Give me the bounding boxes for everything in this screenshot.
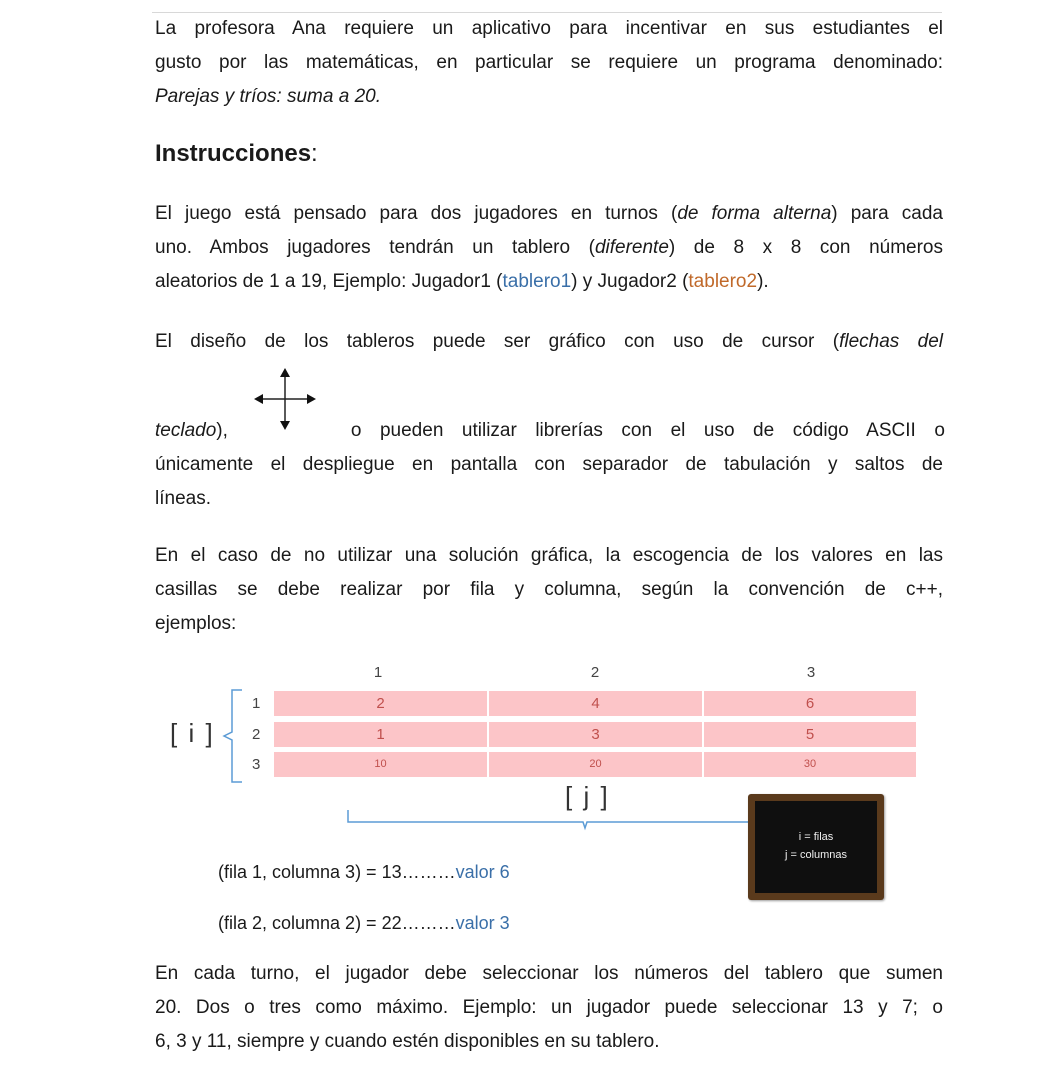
paragraph-line: El juego está pensado para dos jugadores en turnos (de forma alterna) para cada [155, 203, 943, 224]
paragraph-line: teclado), o pueden utilizar librerías con el uso de código ASCII o [155, 420, 945, 441]
row-header: 1 [252, 695, 261, 712]
tablero2-label: tablero2 [688, 271, 758, 292]
board-line: i = filas [798, 831, 834, 843]
example-value: valor 3 [455, 913, 510, 933]
rules-paragraph [155, 197, 943, 299]
matrix-row [274, 691, 916, 716]
heading-title: Instrucciones [155, 140, 312, 167]
intro-line: La profesora Ana requiere un aplicativo para incentivar en sus estudiantes el [155, 18, 943, 39]
matrix-cell: 1 [376, 726, 385, 743]
matrix-row [274, 722, 916, 747]
matrix-row [274, 752, 916, 777]
column-header: 3 [806, 664, 816, 681]
example-line: (fila 1, columna 3) = 13………valor 6 [218, 862, 510, 882]
paragraph-line: En el caso de no utilizar una solución gráfica, la escogencia de los valores en las [155, 545, 943, 566]
paragraph-line: 20. Dos o tres como máximo. Ejemplo: un jugador puede seleccionar 13 y 7; o [155, 997, 943, 1018]
intro-line: gusto por las matemáticas, en particular se requiere un programa denominado: [155, 52, 943, 73]
matrix-cell: 4 [591, 695, 600, 712]
j-label: [ j ] [565, 781, 610, 811]
i-label: [ i ] [170, 718, 215, 748]
matrix-cell: 10 [374, 758, 387, 770]
matrix-cell: 6 [805, 695, 815, 712]
program-name: Parejas y tríos: suma a 20. [155, 86, 381, 107]
matrix-cell: 2 [376, 695, 385, 712]
matrix-cell: 3 [591, 726, 600, 743]
board-line: j = columnas [784, 849, 848, 861]
section-heading [155, 140, 318, 168]
legend-chalkboard [748, 794, 884, 900]
paragraph-line: aleatorios de 1 a 19, Ejemplo: Jugador1 (tablero1) y Jugador2 (tablero2). [155, 271, 769, 292]
column-header: 1 [373, 664, 383, 681]
column-header: 2 [590, 664, 600, 681]
convention-paragraph [155, 539, 943, 641]
paragraph-line: 6, 3 y 11, siempre y cuando estén disponibles en su tablero. [155, 1031, 660, 1052]
paragraph-line: líneas. [155, 488, 211, 509]
matrix-cell: 20 [589, 758, 602, 770]
paragraph-line: uno. Ambos jugadores tendrán un tablero (diferente) de 8 x 8 con números [155, 237, 943, 258]
turn-paragraph [155, 957, 943, 1059]
row-header: 3 [252, 756, 261, 773]
example-line: (fila 2, columna 2) = 22………valor 3 [218, 913, 510, 933]
row-header: 2 [252, 726, 261, 743]
intro-paragraph [155, 12, 943, 114]
paragraph-line: ejemplos: [155, 613, 237, 634]
paragraph-line: En cada turno, el jugador debe seleccionar los números del tablero que sumen [155, 963, 943, 984]
matrix-cell: 30 [803, 758, 817, 770]
paragraph-line: únicamente el despliegue en pantalla con separador de tabulación y saltos de [155, 454, 943, 475]
matrix-cell: 5 [805, 726, 815, 743]
column-brace [345, 808, 750, 832]
paragraph-line: El diseño de los tableros puede ser gráfico con uso de cursor (flechas del [155, 331, 943, 352]
example-value: valor 6 [455, 862, 510, 882]
design-paragraph-line1 [155, 325, 943, 359]
design-paragraph-rest [155, 414, 943, 516]
heading-colon: : [311, 140, 318, 167]
tablero1-label: tablero1 [502, 271, 572, 292]
paragraph-line: casillas se debe realizar por fila y columna, según la convención de c++, [155, 579, 943, 600]
row-brace [218, 688, 244, 784]
